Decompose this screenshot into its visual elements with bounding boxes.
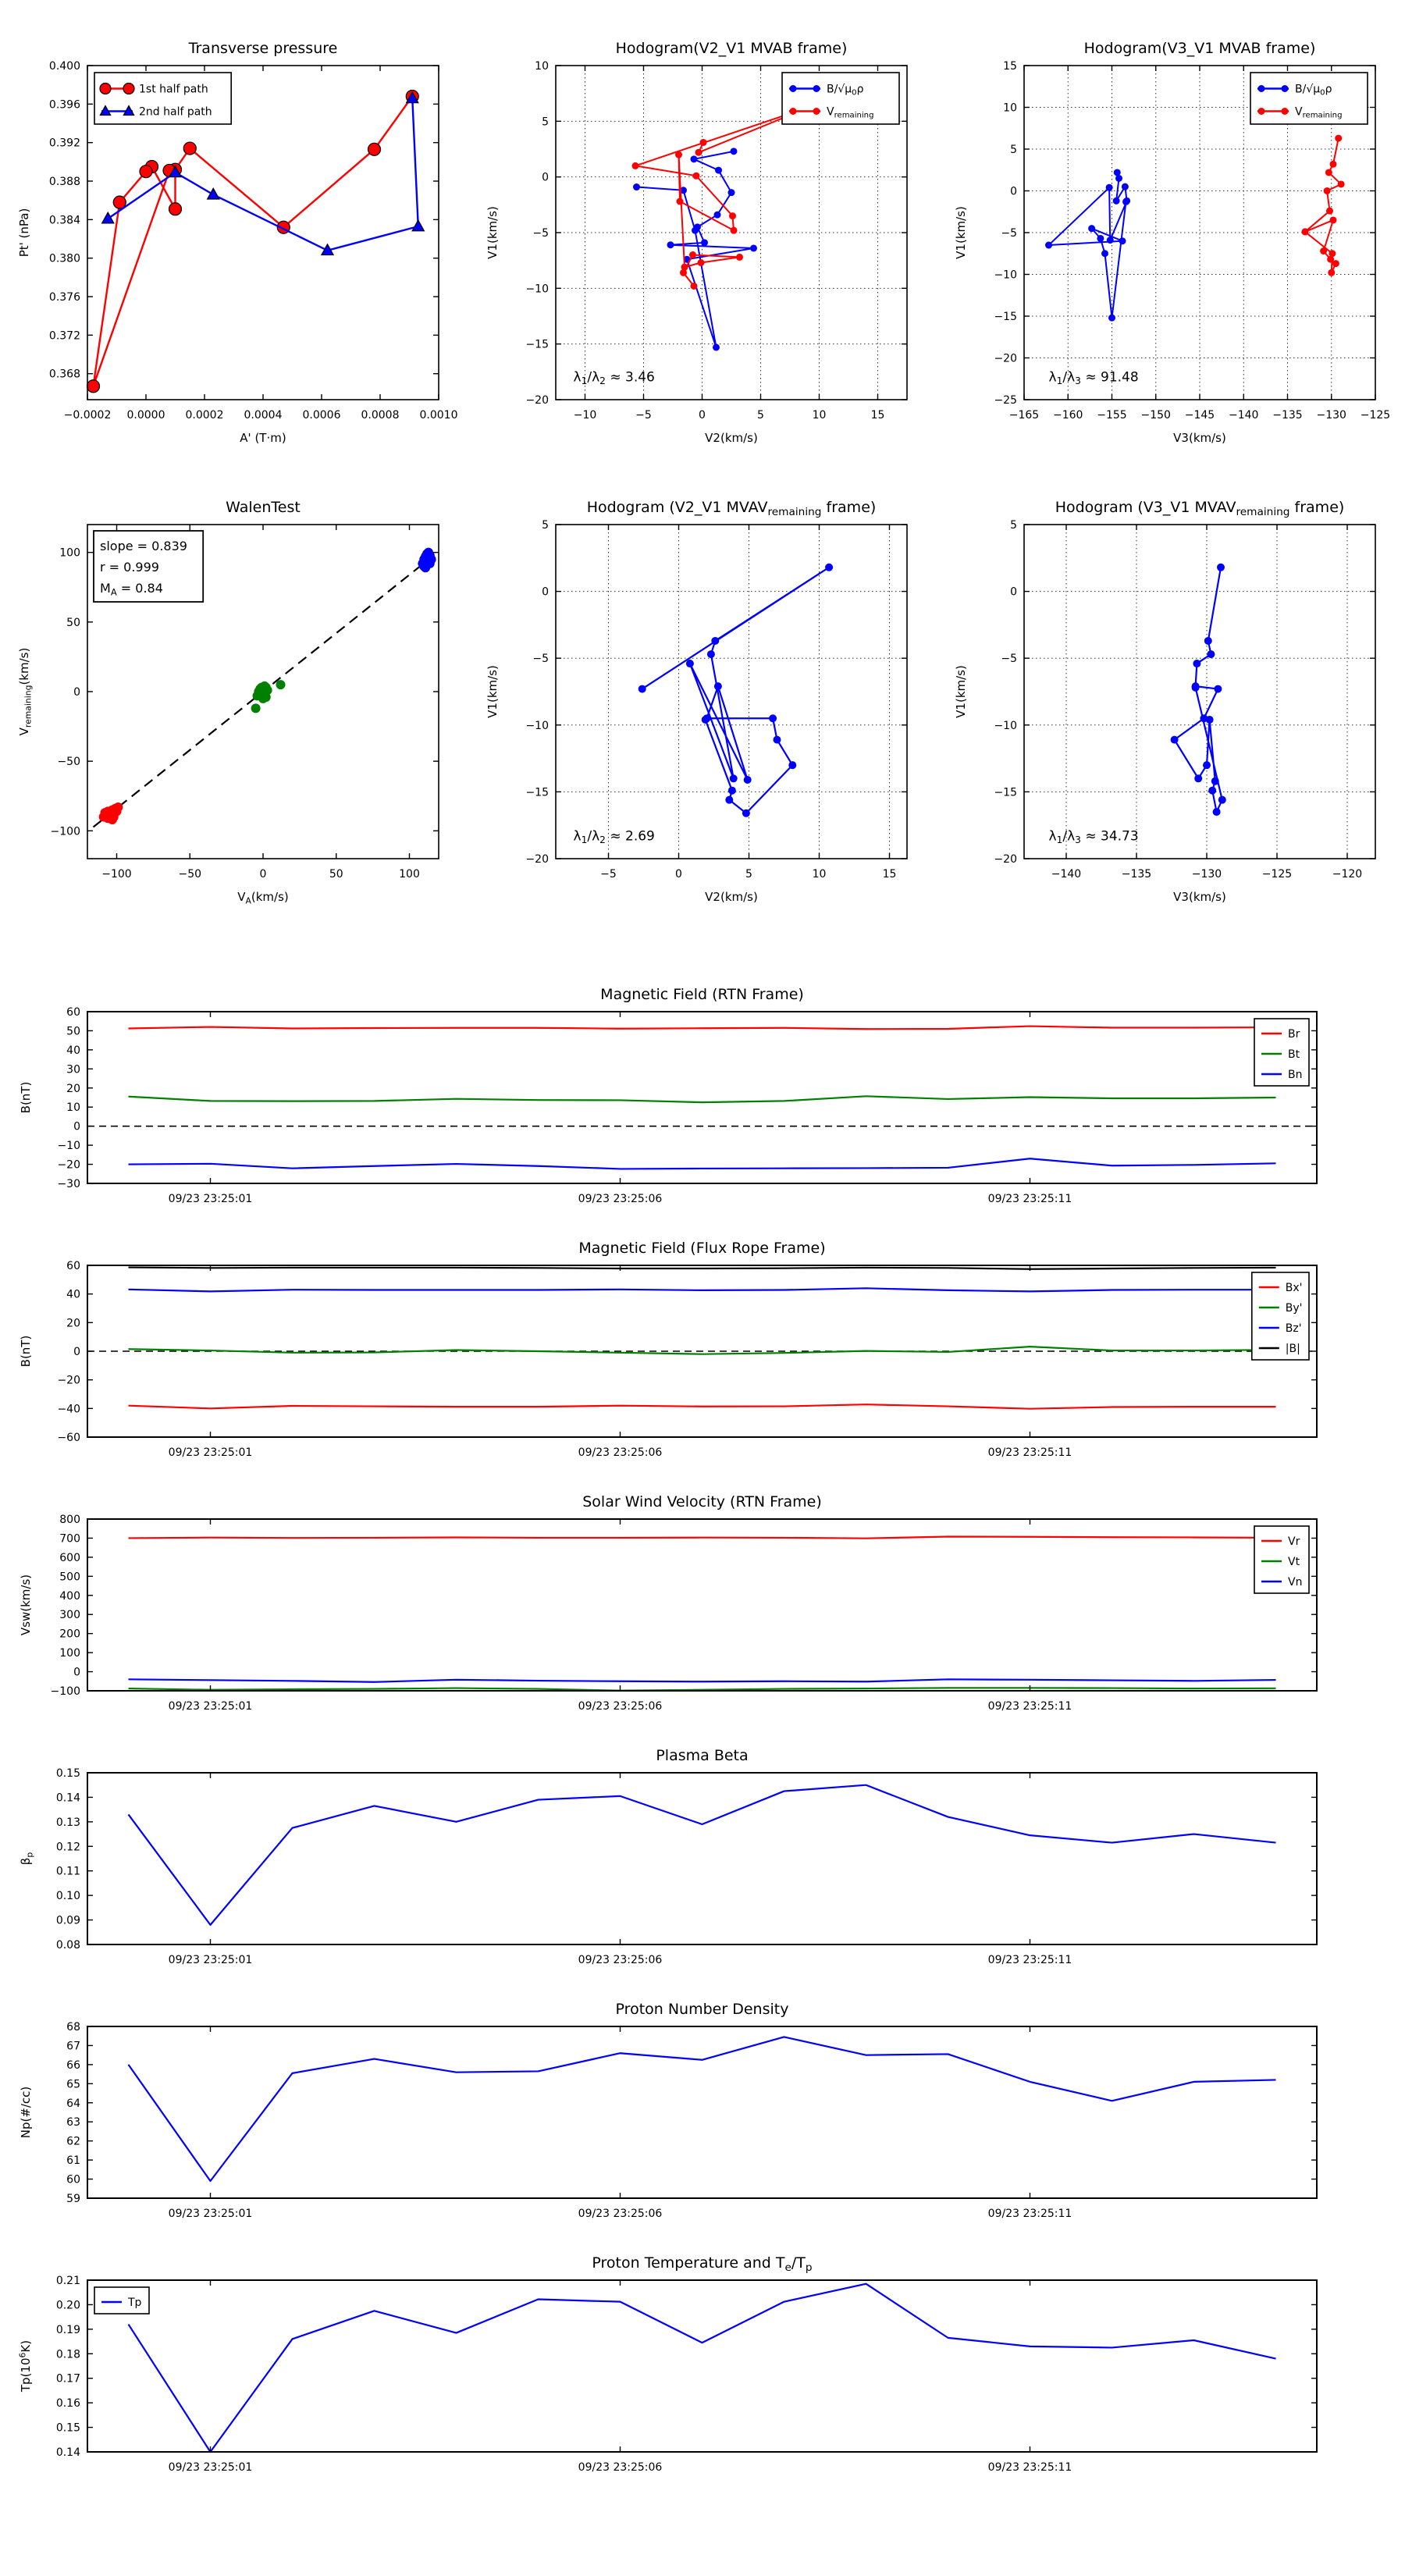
svg-text:Transverse pressure: Transverse pressure [188,40,338,57]
svg-text:B/√μ0ρ: $B/√\mu_0\rho$ [827,83,864,98]
svg-text:0.392: 0.392 [48,137,80,150]
svg-text:0.400: 0.400 [48,60,80,73]
svg-text:0.14: 0.14 [55,2446,80,2459]
proton-number-density-plot [0,1995,1405,2249]
svg-text:Proton Temperature and Te/Tp: Proton Temperature and $T_e/T_p$ [592,2254,813,2275]
svg-text:−10: −10 [994,269,1017,282]
svg-text:−15: −15 [994,786,1017,799]
svg-text:V1(km/s): V1(km/s) [486,206,500,259]
svg-text:Vremaining(km/s): $V_{remaining}(km/s)$ [17,647,34,736]
svg-text:68: 68 [66,2021,80,2033]
solar-wind-velocity-plot [0,1488,1405,1742]
svg-text:30: 30 [66,1063,80,1076]
svg-text:V2(km/s): V2(km/s) [705,890,758,904]
svg-text:Hodogram (V3_V1 MVAVremaining: Hodogram (V3_V1 $MVAV_{remaining}$ frame) [1055,499,1345,519]
hodogram-v3v1-mvav-plot [937,473,1405,938]
svg-text:−135: −135 [1121,868,1152,881]
svg-text:−160: −160 [1053,409,1083,422]
panel-proton-number-density [0,1995,1405,2249]
panel-proton-temperature [0,2249,1405,2503]
svg-text:Tp(106K): $Tp(10^6K)$ [17,2339,33,2393]
walen-test-plot [0,473,468,938]
svg-text:0: 0 [73,1120,80,1133]
svg-text:Vremaining: $V_{remaining}$ [1295,105,1343,120]
svg-text:1st half path: 1st half path [139,83,208,96]
svg-text:Plasma Beta: Plasma Beta [656,1747,749,1764]
svg-text:09/23 23:25:11: 09/23 23:25:11 [987,1700,1072,1713]
svg-text:09/23 23:25:01: 09/23 23:25:01 [168,2208,253,2220]
svg-text:700: 700 [59,1532,80,1546]
svg-text:09/23 23:25:06: 09/23 23:25:06 [578,1193,663,1205]
svg-text:0.20: 0.20 [55,2299,80,2312]
svg-text:10: 10 [1003,101,1017,115]
svg-text:−15: −15 [525,786,549,799]
svg-text:Bz': Bz' [1285,1322,1302,1335]
svg-text:−125: −125 [1261,868,1293,881]
svg-text:0.376: 0.376 [48,291,80,304]
svg-text:09/23 23:25:01: 09/23 23:25:01 [168,1700,253,1713]
svg-text:V1(km/s): V1(km/s) [954,206,968,259]
svg-text:−100: −100 [50,825,80,838]
plasma-beta-plot [0,1742,1405,1995]
svg-text:0.368: 0.368 [48,368,80,381]
svg-text:−130: −130 [1316,409,1346,422]
svg-text:10: 10 [66,1101,80,1115]
svg-text:βp: $\beta_p$ [19,1852,35,1866]
svg-text:−10: −10 [57,1140,80,1153]
svg-text:61: 61 [66,2154,80,2168]
svg-text:−5: −5 [532,227,549,240]
svg-text:63: 63 [66,2116,80,2129]
svg-text:−20: −20 [57,1374,80,1387]
svg-text:0.09: 0.09 [55,1914,80,1927]
svg-text:A' (T·m): A' (T·m) [240,431,286,445]
svg-text:V1(km/s): V1(km/s) [486,665,500,718]
svg-text:V2(km/s): V2(km/s) [705,431,758,445]
svg-text:By': By' [1285,1302,1303,1315]
svg-text:−20: −20 [525,853,549,866]
time-series-panels [0,980,1405,2503]
hodogram-v3v1-mvab-plot [937,14,1405,473]
svg-text:Hodogram(V2_V1 MVAB frame): Hodogram(V2_V1 MVAB frame) [615,40,848,57]
svg-text:−5: −5 [1001,227,1017,240]
svg-text:B/√μ0ρ: $B/√\mu_0\rho$ [1295,83,1332,98]
chart-walen-test [0,473,468,938]
svg-text:Bn: Bn [1288,1069,1303,1081]
panel-plasma-beta [0,1742,1405,1995]
svg-text:0.08: 0.08 [55,1939,80,1952]
svg-text:0.15: 0.15 [55,2421,80,2435]
svg-text:09/23 23:25:06: 09/23 23:25:06 [578,1700,663,1713]
top-row-2 [0,473,1405,938]
svg-text:09/23 23:25:11: 09/23 23:25:11 [987,2461,1072,2474]
svg-text:40: 40 [66,1288,80,1301]
svg-text:0.0006: 0.0006 [302,409,341,422]
svg-text:−15: −15 [525,338,549,351]
svg-text:62: 62 [66,2135,80,2148]
svg-text:09/23 23:25:06: 09/23 23:25:06 [578,2461,663,2474]
svg-text:0.396: 0.396 [48,98,80,112]
svg-text:09/23 23:25:06: 09/23 23:25:06 [578,2208,663,2220]
svg-text:20: 20 [66,1317,80,1330]
svg-text:59: 59 [66,2193,80,2205]
svg-text:09/23 23:25:06: 09/23 23:25:06 [578,1446,663,1459]
svg-text:0: 0 [73,1666,80,1679]
svg-text:−5: −5 [1001,653,1017,666]
svg-text:0.17: 0.17 [55,2372,80,2386]
svg-text:0: 0 [542,171,549,184]
svg-text:15: 15 [870,409,885,422]
svg-text:0.0004: 0.0004 [244,409,283,422]
panel-solar-wind-velocity [0,1488,1405,1742]
svg-text:0.18: 0.18 [55,2348,80,2361]
svg-text:0.19: 0.19 [55,2323,80,2336]
svg-text:−50: −50 [57,756,80,769]
svg-text:slope = 0.839: slope = 0.839 [100,539,187,553]
svg-text:0: 0 [73,1346,80,1358]
svg-text:−130: −130 [1191,868,1222,881]
svg-text:Hodogram(V3_V1 MVAB frame): Hodogram(V3_V1 MVAB frame) [1083,40,1316,57]
svg-text:B(nT): B(nT) [19,1335,33,1368]
svg-text:0: 0 [1010,585,1017,599]
svg-text:15: 15 [882,868,897,881]
svg-text:67: 67 [66,2040,80,2053]
svg-text:−20: −20 [57,1158,80,1172]
panel-magnetic-field-flux-rope [0,1234,1405,1488]
hodogram-v2v1-mvab-plot [468,14,937,473]
magnetic-field-rtn-plot [0,980,1405,1234]
svg-text:50: 50 [66,616,80,629]
svg-text:0.0008: 0.0008 [361,409,400,422]
svg-text:|B|: |B| [1285,1343,1300,1355]
magnetic-field-flux-rope-plot [0,1234,1405,1488]
svg-text:500: 500 [59,1571,80,1584]
svg-text:Proton Number Density: Proton Number Density [615,2001,789,2018]
svg-text:V1(km/s): V1(km/s) [954,665,968,718]
svg-text:−10: −10 [525,719,549,732]
hodogram-v2v1-mvav-plot [468,473,937,938]
svg-text:0.16: 0.16 [55,2397,80,2411]
svg-text:WalenTest: WalenTest [226,499,301,516]
svg-text:0.13: 0.13 [55,1816,80,1829]
svg-text:200: 200 [59,1628,80,1641]
svg-text:−100: −100 [50,1685,80,1698]
svg-text:Vr: Vr [1288,1535,1300,1548]
svg-text:−120: −120 [1332,868,1363,881]
svg-text:0.380: 0.380 [48,252,80,265]
svg-text:−145: −145 [1184,409,1215,422]
transverse-pressure-plot [0,14,468,473]
svg-text:0.10: 0.10 [55,1890,80,1903]
svg-text:5: 5 [757,409,764,422]
svg-text:65: 65 [66,2078,80,2091]
svg-text:10: 10 [812,868,827,881]
panel-magnetic-field-rtn [0,980,1405,1234]
svg-text:−135: −135 [1272,409,1303,422]
svg-text:400: 400 [59,1589,80,1603]
svg-text:100: 100 [59,546,80,560]
svg-text:0.0010: 0.0010 [419,409,458,422]
svg-text:−125: −125 [1360,409,1391,422]
svg-text:−140: −140 [1051,868,1082,881]
svg-text:09/23 23:25:01: 09/23 23:25:01 [168,1446,253,1459]
svg-text:−100: −100 [101,868,132,881]
svg-text:−140: −140 [1229,409,1259,422]
svg-text:V3(km/s): V3(km/s) [1173,890,1226,904]
svg-text:800: 800 [59,1514,80,1526]
svg-text:5: 5 [542,116,549,129]
svg-text:Magnetic Field (Flux Rope Fram: Magnetic Field (Flux Rope Frame) [578,1240,826,1257]
svg-text:5: 5 [1010,144,1017,156]
svg-text:600: 600 [59,1551,80,1564]
svg-text:60: 60 [66,1006,80,1019]
svg-text:64: 64 [66,2097,80,2110]
chart-hodogram-v2v1-mvab [468,14,937,473]
svg-text:50: 50 [329,868,343,881]
svg-text:−10: −10 [525,283,549,296]
svg-text:09/23 23:25:11: 09/23 23:25:11 [987,1446,1072,1459]
svg-text:Solar Wind Velocity (RTN Frame: Solar Wind Velocity (RTN Frame) [582,1493,822,1510]
svg-text:−50: −50 [178,868,202,881]
svg-text:Tp: Tp [128,2297,142,2309]
svg-text:0: 0 [259,868,267,881]
svg-text:λ1/λ3 ≈ 91.48: $\lambda_1/\lambda_3 \approx 91.48$ [1048,369,1139,387]
svg-text:40: 40 [66,1044,80,1057]
svg-text:5: 5 [745,868,752,881]
svg-text:20: 20 [66,1082,80,1095]
chart-transverse-pressure [0,14,468,473]
svg-text:λ1/λ3 ≈ 34.73: $\lambda_1/\lambda_3 \approx 34.73$ [1048,828,1139,846]
proton-temperature-plot [0,2249,1405,2503]
svg-text:−20: −20 [525,394,549,407]
svg-text:09/23 23:25:06: 09/23 23:25:06 [578,1954,663,1966]
svg-text:0.21: 0.21 [55,2275,80,2287]
chart-hodogram-v2v1-mvav [468,473,937,938]
svg-text:0.15: 0.15 [55,1767,80,1780]
svg-text:0.0000: 0.0000 [126,409,165,422]
svg-text:66: 66 [66,2058,80,2072]
svg-text:0.388: 0.388 [48,176,80,189]
svg-text:−40: −40 [57,1403,80,1416]
svg-text:B(nT): B(nT) [19,1081,33,1114]
svg-text:Hodogram (V2_V1 MVAVremaining: Hodogram (V2_V1 $MVAV_{remaining}$ frame) [586,499,877,519]
svg-text:λ1/λ2 ≈ 3.46: $\lambda_1/\lambda_2 \approx 3.46$ [573,369,655,387]
svg-text:0.11: 0.11 [55,1865,80,1878]
svg-text:5: 5 [1010,519,1017,532]
svg-text:0.372: 0.372 [48,329,80,343]
svg-text:0: 0 [73,686,80,699]
svg-text:−20: −20 [994,352,1017,365]
svg-text:0.384: 0.384 [48,214,80,227]
svg-text:Vn: Vn [1288,1576,1303,1589]
svg-text:5: 5 [542,519,549,532]
svg-text:Vsw(km/s): Vsw(km/s) [19,1574,33,1636]
svg-text:Vt: Vt [1288,1556,1300,1568]
svg-text:−5: −5 [635,409,652,422]
svg-text:09/23 23:25:01: 09/23 23:25:01 [168,2461,253,2474]
svg-text:0.12: 0.12 [55,1841,80,1854]
svg-text:Pt' (nPa): Pt' (nPa) [17,208,31,258]
svg-text:VA(km/s): $V_A(km/s)$ [237,890,289,906]
svg-text:−150: −150 [1140,409,1171,422]
svg-text:−5: −5 [532,653,549,666]
svg-text:10: 10 [812,409,827,422]
svg-text:0: 0 [1010,185,1017,198]
svg-text:r = 0.999: r = 0.999 [100,560,159,575]
svg-text:Br: Br [1288,1028,1300,1041]
svg-text:09/23 23:25:11: 09/23 23:25:11 [987,2208,1072,2220]
svg-text:−155: −155 [1097,409,1127,422]
svg-text:2nd half path: 2nd half path [139,105,212,119]
svg-text:60: 60 [66,1260,80,1272]
svg-text:λ1/λ2 ≈ 2.69: $\lambda_1/\lambda_2 \approx 2.69$ [573,828,655,846]
svg-text:0.14: 0.14 [55,1791,80,1805]
svg-text:−25: −25 [994,394,1017,407]
svg-text:MA = 0.84: $M_A = 0.84$ [100,581,163,598]
svg-text:Bx': Bx' [1285,1282,1303,1294]
svg-text:−10: −10 [573,409,597,422]
svg-text:Np(#/cc): Np(#/cc) [19,2086,33,2139]
svg-text:09/23 23:25:11: 09/23 23:25:11 [987,1954,1072,1966]
svg-text:100: 100 [399,868,420,881]
svg-text:09/23 23:25:01: 09/23 23:25:01 [168,1193,253,1205]
svg-text:−5: −5 [600,868,617,881]
svg-text:0: 0 [542,585,549,599]
svg-text:−165: −165 [1008,409,1040,422]
svg-text:0.0002: 0.0002 [185,409,224,422]
chart-hodogram-v3v1-mvav [937,473,1405,938]
svg-text:0: 0 [675,868,682,881]
svg-text:V3(km/s): V3(km/s) [1173,431,1226,445]
svg-text:09/23 23:25:01: 09/23 23:25:01 [168,1954,253,1966]
svg-text:Bt: Bt [1288,1048,1300,1061]
chart-hodogram-v3v1-mvab [937,14,1405,473]
svg-text:−20: −20 [994,853,1017,866]
svg-text:Vremaining: $V_{remaining}$ [827,105,874,120]
svg-text:300: 300 [59,1609,80,1622]
svg-text:50: 50 [66,1025,80,1038]
svg-text:−10: −10 [994,719,1017,732]
svg-text:−0.0002: −0.0002 [63,409,112,422]
top-row-1 [0,14,1405,473]
svg-text:−15: −15 [994,311,1017,323]
svg-text:09/23 23:25:11: 09/23 23:25:11 [987,1193,1072,1205]
svg-text:100: 100 [59,1647,80,1660]
svg-text:−30: −30 [57,1178,80,1190]
svg-text:60: 60 [66,2173,80,2186]
svg-text:0: 0 [699,409,706,422]
svg-text:−60: −60 [57,1432,80,1444]
svg-text:15: 15 [1003,60,1017,73]
svg-text:Magnetic Field (RTN Frame): Magnetic Field (RTN Frame) [600,986,804,1003]
svg-text:10: 10 [535,60,549,73]
